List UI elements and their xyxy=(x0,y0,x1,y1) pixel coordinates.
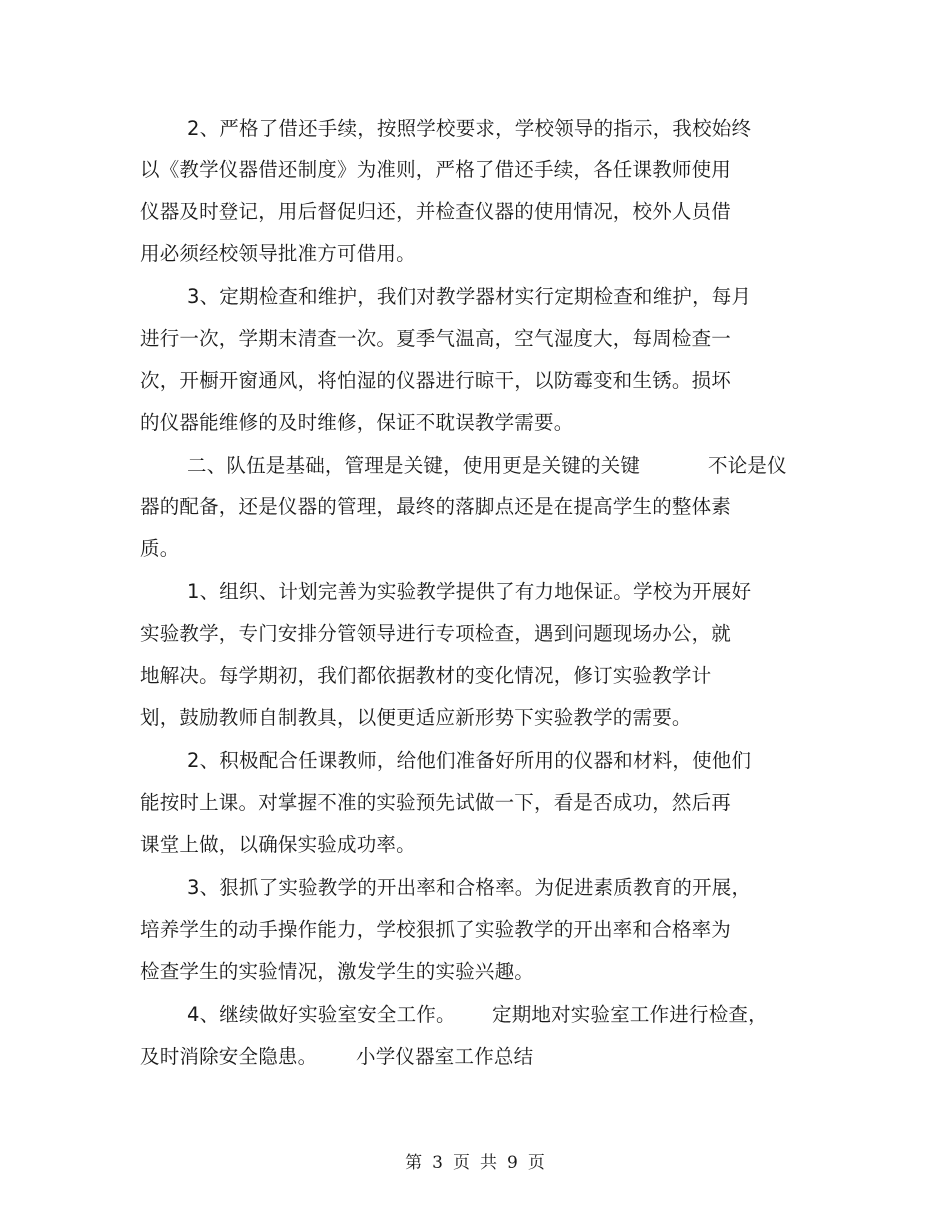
text-line: 不论是仪 xyxy=(708,454,787,477)
text-line: 质。 xyxy=(140,537,180,560)
text-line: 进行一次，学期末清查一次。夏季气温高，空气湿度大，每周检查一 xyxy=(140,327,732,350)
document-title-tail: 小学仪器室工作总结 xyxy=(356,1045,534,1068)
text-line: 3、狠抓了实验教学的开出率和合格率。为促进素质教育的开展， xyxy=(187,876,752,899)
page-footer xyxy=(0,1152,950,1174)
text-line: 用必须经校领导批准方可借用。 xyxy=(140,242,416,265)
footer-ye: 页 xyxy=(453,1153,470,1173)
footer-di: 第 xyxy=(405,1153,423,1173)
text-line: 以《教学仪器借还制度》为准则，严格了借还手续，各任课教师使用 xyxy=(140,158,732,181)
text-line: 1、组织、计划完善为实验教学提供了有力地保证。学校为开展好 xyxy=(187,580,752,603)
text-line: 地解决。每学期初，我们都依据教材的变化情况，修订实验教学计 xyxy=(140,664,712,687)
total-pages-number: 9 xyxy=(507,1153,518,1173)
footer-gong: 共 xyxy=(480,1153,497,1173)
text-line: 2、严格了借还手续，按照学校要求，学校领导的指示，我校始终 xyxy=(187,117,752,140)
text-line: 器的配备，还是仪器的管理，最终的落脚点还是在提高学生的整体素 xyxy=(140,495,732,518)
section-heading: 二、队伍是基础，管理是关键，使用更是关键的关键 xyxy=(187,454,641,477)
text-line: 4、继续做好实验室安全工作。 xyxy=(187,1003,456,1026)
text-line: 次，开橱开窗通风，将怕湿的仪器进行晾干，以防霉变和生锈。损坏 xyxy=(140,369,732,392)
text-line: 课堂上做，以确保实验成功率。 xyxy=(140,833,416,856)
text-line: 3、定期检查和维护，我们对教学器材实行定期检查和维护，每月 xyxy=(187,285,752,308)
footer-ye-2: 页 xyxy=(527,1153,545,1173)
text-line: 培养学生的动手操作能力，学校狠抓了实验教学的开出率和合格率为 xyxy=(140,918,732,941)
text-line: 仪器及时登记，用后督促归还，并检查仪器的使用情况，校外人员借 xyxy=(140,200,732,223)
text-line: 及时消除安全隐患。 xyxy=(140,1045,318,1068)
text-line: 2、积极配合任课教师，给他们准备好所用的仪器和材料，使他们 xyxy=(187,749,752,772)
text-line: 划，鼓励教师自制教具，以便更适应新形势下实验教学的需要。 xyxy=(140,706,692,729)
current-page-number: 3 xyxy=(432,1153,443,1173)
text-line: 检查学生的实验情况，激发学生的实验兴趣。 xyxy=(140,960,535,983)
text-line: 实验教学，专门安排分管领导进行专项检查，遇到问题现场办公，就 xyxy=(140,622,732,645)
text-line: 的仪器能维修的及时维修，保证不耽误教学需要。 xyxy=(140,411,574,434)
text-line: 定期地对实验室工作进行检查， xyxy=(492,1003,768,1026)
text-line: 能按时上课。对掌握不准的实验预先试做一下，看是否成功，然后再 xyxy=(140,791,732,814)
